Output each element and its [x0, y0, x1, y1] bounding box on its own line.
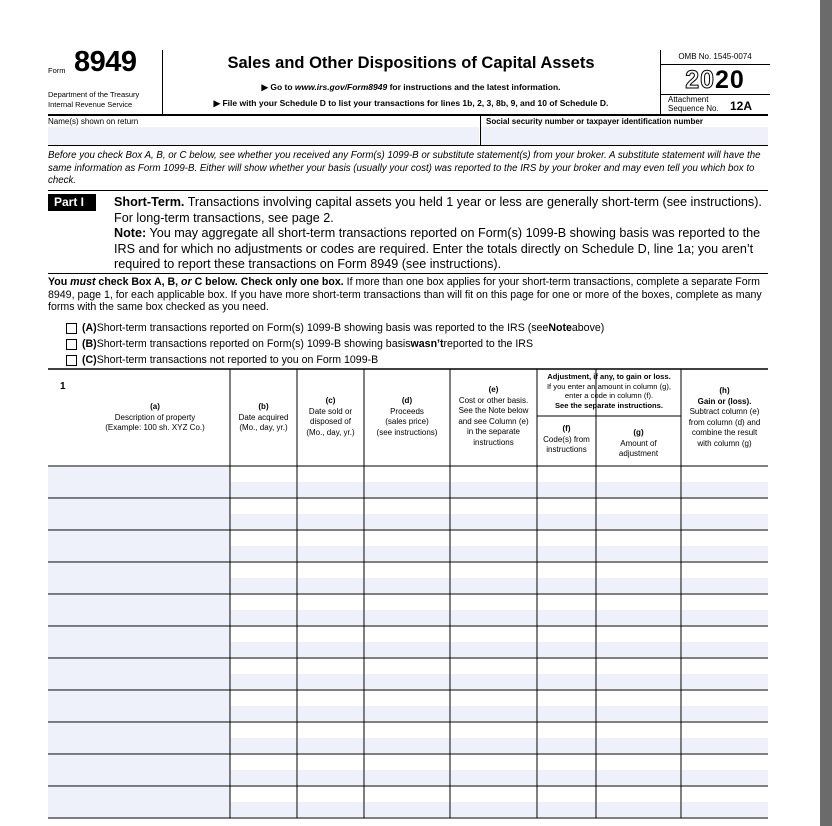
table-cell-description[interactable]	[48, 563, 230, 594]
table-cell-description[interactable]	[48, 787, 230, 818]
table-cell[interactable]	[298, 642, 364, 657]
table-cell[interactable]	[365, 674, 450, 689]
table-cell[interactable]	[597, 546, 681, 561]
table-cell[interactable]	[231, 738, 297, 753]
table-cell[interactable]	[597, 674, 681, 689]
table-cell[interactable]	[231, 514, 297, 529]
col-line: from column (d) and	[688, 417, 761, 427]
table-cell[interactable]	[597, 706, 681, 721]
table-cell[interactable]	[538, 738, 596, 753]
table-cell[interactable]	[231, 642, 297, 657]
col-line: instructions	[546, 445, 587, 454]
table-cell[interactable]	[538, 482, 596, 497]
table-cell[interactable]	[231, 610, 297, 625]
col-line: Cost or other basis.	[458, 395, 529, 405]
adj-line: enter a code in column (f).	[564, 391, 654, 401]
attachment-line: Sequence No.	[668, 104, 719, 113]
col-letter: (a)	[150, 402, 160, 411]
table-cell[interactable]	[231, 706, 297, 721]
table-cell[interactable]	[298, 738, 364, 753]
table-cell[interactable]	[682, 482, 768, 497]
form-number: 8949	[74, 46, 137, 78]
table-cell[interactable]	[365, 802, 450, 817]
col-letter: (b)	[258, 402, 269, 411]
col-line: Amount of	[620, 438, 657, 448]
table-cell-description[interactable]	[48, 659, 230, 690]
table-cell[interactable]	[231, 546, 297, 561]
table-cell[interactable]	[451, 514, 537, 529]
form-title: Sales and Other Dispositions of Capital Assets	[227, 54, 595, 72]
table-cell[interactable]	[682, 514, 768, 529]
table-cell-description[interactable]	[48, 755, 230, 786]
checkbox-letter: (B)	[82, 338, 97, 350]
table-cell[interactable]	[298, 482, 364, 497]
col-line: combine the result	[691, 428, 758, 437]
table-cell[interactable]	[538, 706, 596, 721]
table-cell[interactable]	[682, 738, 768, 753]
department-line: Internal Revenue Service	[48, 100, 133, 109]
table-cell[interactable]	[365, 546, 450, 561]
year-outline: 20	[685, 66, 715, 94]
col-line: and see Column (e)	[458, 416, 529, 426]
col-line: (see instructions)	[376, 427, 438, 437]
table-cell[interactable]	[451, 706, 537, 721]
col-line: Description of property	[114, 412, 196, 422]
table-cell[interactable]	[538, 642, 596, 657]
name-label: Name(s) shown on return	[48, 117, 139, 126]
omb-number: OMB No. 1545-0074	[678, 52, 752, 61]
table-cell[interactable]	[597, 770, 681, 785]
table-cell-description[interactable]	[48, 499, 230, 530]
table-cell[interactable]	[298, 514, 364, 529]
col-line: (Mo., day, yr.)	[306, 427, 355, 437]
table-cell[interactable]	[682, 674, 768, 689]
viewer-background	[820, 0, 832, 826]
table-cell[interactable]	[682, 770, 768, 785]
adj-line: Adjustment, if any, to gain or loss.	[547, 372, 671, 381]
checkbox-text: Short-term transactions reported on Form(s) 1099-B showing basis was reported to the IRS (see	[96, 322, 549, 334]
table-cell[interactable]	[365, 578, 450, 593]
table-cell[interactable]	[298, 802, 364, 817]
must-or: or	[181, 276, 192, 288]
checkbox-text: Short-term transactions not reported to you on Form 1099-B	[96, 354, 379, 366]
sequence-number: 12A	[730, 99, 753, 113]
checkbox-bold: wasn’t	[410, 338, 444, 350]
col-line: with column (g)	[697, 438, 752, 448]
table-cell[interactable]	[451, 546, 537, 561]
col-line: Date sold or	[308, 406, 353, 416]
col-a-header	[80, 402, 230, 434]
table-cell[interactable]	[298, 770, 364, 785]
part-badge: Part I	[48, 194, 96, 211]
table-cell-description[interactable]	[48, 467, 230, 498]
table-cell[interactable]	[682, 802, 768, 817]
table-cell[interactable]	[538, 578, 596, 593]
col-line: (sales price)	[385, 417, 429, 426]
table-cell-description[interactable]	[48, 595, 230, 626]
table-cell[interactable]	[682, 610, 768, 625]
table-cell-description[interactable]	[48, 723, 230, 754]
table-cell[interactable]	[538, 546, 596, 561]
col-line: See the Note below	[458, 406, 529, 415]
table-cell[interactable]	[451, 770, 537, 785]
goto-suffix: for instructions and the latest information.	[387, 82, 561, 92]
col-line: (Mo., day, yr.)	[239, 423, 288, 432]
year-bold: 20	[715, 66, 745, 94]
goto-url[interactable]: www.irs.gov/Form8949	[294, 82, 388, 92]
table-cell[interactable]	[451, 642, 537, 657]
checkbox-letter: (C)	[82, 354, 97, 366]
checkbox-text: Short-term transactions reported on Form(s) 1099-B showing basis	[96, 338, 411, 350]
checkbox-letter: (A)	[82, 322, 97, 334]
line-number: 1	[60, 381, 66, 392]
note-label: Note:	[114, 226, 147, 241]
table-cell[interactable]	[451, 578, 537, 593]
before-you-check-text: Before you check Box A, B, or C below, see whether you received any Form(s) 1099-B or substitute statement(s) from your broker. A substitute statement will have the same information as Form 1099-B. Either will show whether your basis (usually your cost) was reported to the IRS by your broker and may even tell you which box to check.	[48, 150, 761, 186]
table-cell[interactable]	[597, 514, 681, 529]
table-cell[interactable]	[682, 546, 768, 561]
ssn-label: Social security number or taxpayer identification number	[486, 117, 703, 126]
table-cell-description[interactable]	[48, 627, 230, 658]
col-g-header	[596, 428, 681, 460]
checkbox-text-after: above)	[571, 322, 605, 334]
must-bold2: C below. Check only one box.	[191, 276, 344, 288]
table-cell[interactable]	[682, 642, 768, 657]
col-line: Date acquired	[238, 412, 289, 422]
col-line: adjustment	[618, 449, 659, 458]
table-cell[interactable]	[597, 738, 681, 753]
table-cell[interactable]	[597, 610, 681, 625]
col-h-header	[681, 386, 768, 449]
table-cell[interactable]	[538, 802, 596, 817]
goto-prefix: ▶ Go to	[261, 82, 295, 92]
col-line: (Example: 100 sh. XYZ Co.)	[105, 423, 205, 432]
col-letter: (c)	[325, 396, 336, 405]
table-cell[interactable]	[597, 802, 681, 817]
adj-line: See the separate instructions.	[554, 400, 664, 410]
col-e-header	[450, 385, 537, 448]
table-cell[interactable]	[538, 770, 596, 785]
table-cell[interactable]	[538, 610, 596, 625]
part-heading: Short-Term.	[114, 195, 185, 209]
col-line: Subtract column (e)	[689, 407, 760, 416]
table-cell[interactable]	[231, 770, 297, 785]
table-cell-description[interactable]	[48, 531, 230, 562]
col-letter: (f)	[562, 424, 571, 433]
col-line: Proceeds	[390, 406, 424, 416]
table-cell[interactable]	[365, 642, 450, 657]
table-cell[interactable]	[538, 514, 596, 529]
table-cell[interactable]	[231, 482, 297, 497]
col-line: Gain or (loss).	[697, 396, 752, 406]
table-cell[interactable]	[451, 738, 537, 753]
col-letter: (d)	[401, 396, 413, 405]
col-letter: (e)	[488, 385, 499, 394]
table-cell[interactable]	[597, 642, 681, 657]
col-d-header	[364, 396, 450, 438]
col-line: instructions	[473, 437, 514, 447]
col-f-header	[537, 424, 596, 456]
form-label: Form	[48, 66, 66, 75]
table-cell[interactable]	[451, 482, 537, 497]
table-cell[interactable]	[451, 610, 537, 625]
must-normal: If more than one box applies for your short-term transactions, complete a separate Form 8949, page 1, for each applicable box. If you have more short-term transactions than will fit on this page for one or more of the boxes, complete as many forms with the same box checked as you need.	[48, 276, 762, 314]
must-bold: check Box A, B,	[95, 276, 182, 288]
table-cell[interactable]	[365, 610, 450, 625]
table-cell[interactable]	[365, 738, 450, 753]
table-cell[interactable]	[365, 770, 450, 785]
table-cell[interactable]	[231, 674, 297, 689]
adjustment-header	[537, 372, 681, 410]
col-line: in the separate	[467, 427, 520, 436]
table-cell[interactable]	[451, 674, 537, 689]
attachment-line: Attachment	[668, 95, 709, 104]
table-cell[interactable]	[365, 482, 450, 497]
checkbox-text-after: reported to the IRS	[443, 338, 534, 350]
table-cell[interactable]	[298, 610, 364, 625]
part-intro-text: Transactions involving capital assets you held 1 year or less are generally short-term (see instructions). For long-term transactions, see page 2.	[114, 195, 762, 225]
table-cell[interactable]	[298, 674, 364, 689]
col-line: disposed of	[310, 417, 351, 426]
col-b-header	[230, 402, 297, 434]
adj-line: If you enter an amount in column (g),	[546, 381, 672, 391]
table-cell[interactable]	[451, 802, 537, 817]
table-cell[interactable]	[365, 514, 450, 529]
must-word: must	[70, 276, 96, 288]
table-cell[interactable]	[365, 706, 450, 721]
table-cell[interactable]	[538, 674, 596, 689]
table-cell[interactable]	[231, 802, 297, 817]
table-cell[interactable]	[597, 482, 681, 497]
col-c-header	[297, 396, 364, 438]
table-cell[interactable]	[597, 578, 681, 593]
table-cell[interactable]	[298, 706, 364, 721]
must-you: You	[48, 276, 71, 288]
checkbox-bold: Note	[548, 322, 572, 334]
col-letter: (g)	[633, 428, 644, 437]
note-text: You may aggregate all short-term transactions reported on Form(s) 1099-B showing basis was reported to the IRS and for which no adjustments or codes are required. Enter the totals directly on Schedule D, line 1a; you aren’t required to report these transactions on Form 8949 (see instructions).	[114, 226, 761, 272]
table-cell[interactable]	[682, 706, 768, 721]
table-cell[interactable]	[298, 578, 364, 593]
table-cell-description[interactable]	[48, 691, 230, 722]
department-line: Department of the Treasury	[48, 90, 140, 99]
table-cell[interactable]	[231, 578, 297, 593]
col-line: Code(s) from	[543, 434, 590, 444]
table-cell[interactable]	[682, 578, 768, 593]
table-cell[interactable]	[298, 546, 364, 561]
col-letter: (h)	[719, 386, 730, 395]
file-with-instructions: ▶ File with your Schedule D to list your transactions for lines 1b, 2, 3, 8b, 9, and 10 of Schedule D.	[213, 98, 609, 108]
